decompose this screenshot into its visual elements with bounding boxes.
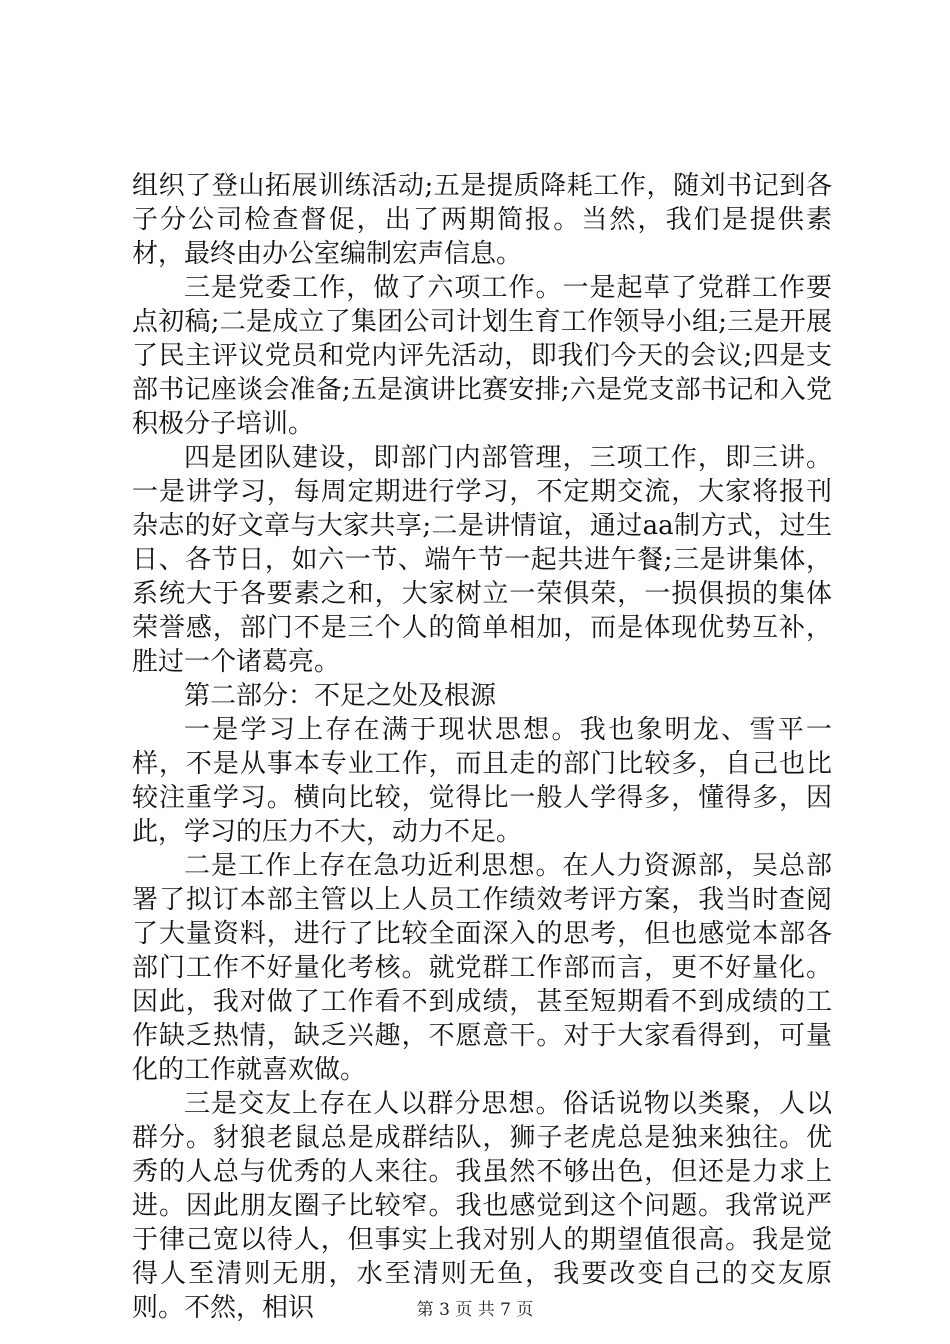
- document-body: [132, 169, 832, 1325]
- paragraph-2: 三是党委工作，做了六项工作。一是起草了党群工作要点初稿;二是成立了集团公司计划生育工作领导小组;三是开展了民主评议党员和党内评先活动，即我们今天的会议;四是支部书记座谈会准备;五是演讲比赛安排;六是党支部书记和入党积极分子培训。: [132, 273, 832, 439]
- page-number-footer: 第 3 页 共 7 页: [416, 1300, 534, 1320]
- paragraph-6: 二是工作上存在急功近利思想。在人力资源部，吴总部署了拟订本部主管以上人员工作绩效考评方案，我当时查阅了大量资料，进行了比较全面深入的思考，但也感觉本部各部门工作不好量化考核。就党群工作部而言，更不好量化。因此，我对做了工作看不到成绩，甚至短期看不到成绩的工作缺乏热情，缺乏兴趣，不愿意干。对于大家看得到，可量化的工作就喜欢做。: [132, 851, 832, 1085]
- paragraph-1: 组织了登山拓展训练活动;五是提质降耗工作，随刘书记到各子分公司检查督促，出了两期简报。当然，我们是提供素材，最终由办公室编制宏声信息。: [132, 171, 832, 269]
- paragraph-7: 三是交友上存在人以群分思想。俗话说物以类聚，人以群分。豺狼老鼠总是成群结队，狮子老虎总是独来独往。优秀的人总与优秀的人来往。我虽然不够出色，但还是力求上进。因此朋友圈子比较窄。我也感觉到这个问题。我常说严于律己宽以待人，但事实上我对别人的期望值很高。我是觉得人至清则无朋，水至清则无鱼，我要改变自己的交友原则。不然，相识: [132, 1089, 832, 1323]
- section-heading: 第二部分：不足之处及根源: [184, 681, 497, 711]
- paragraph-3: 四是团队建设，即部门内部管理，三项工作，即三讲。一是讲学习，每周定期进行学习，不定期交流，大家将报刊杂志的好文章与大家共享;二是讲情谊，通过aa制方式，过生日、各节日，如六一节、端午节一起共进午餐;三是讲集体，系统大于各要素之和，大家树立一荣俱荣，一损俱损的集体荣誉感，部门不是三个人的简单相加，而是体现优势互补，胜过一个诸葛亮。: [132, 443, 832, 677]
- paragraph-5: 一是学习上存在满于现状思想。我也象明龙、雪平一样，不是从事本专业工作，而且走的部门比较多，自己也比较注重学习。横向比较，觉得比一般人学得多，懂得多，因此，学习的压力不大，动力不足。: [132, 715, 832, 847]
